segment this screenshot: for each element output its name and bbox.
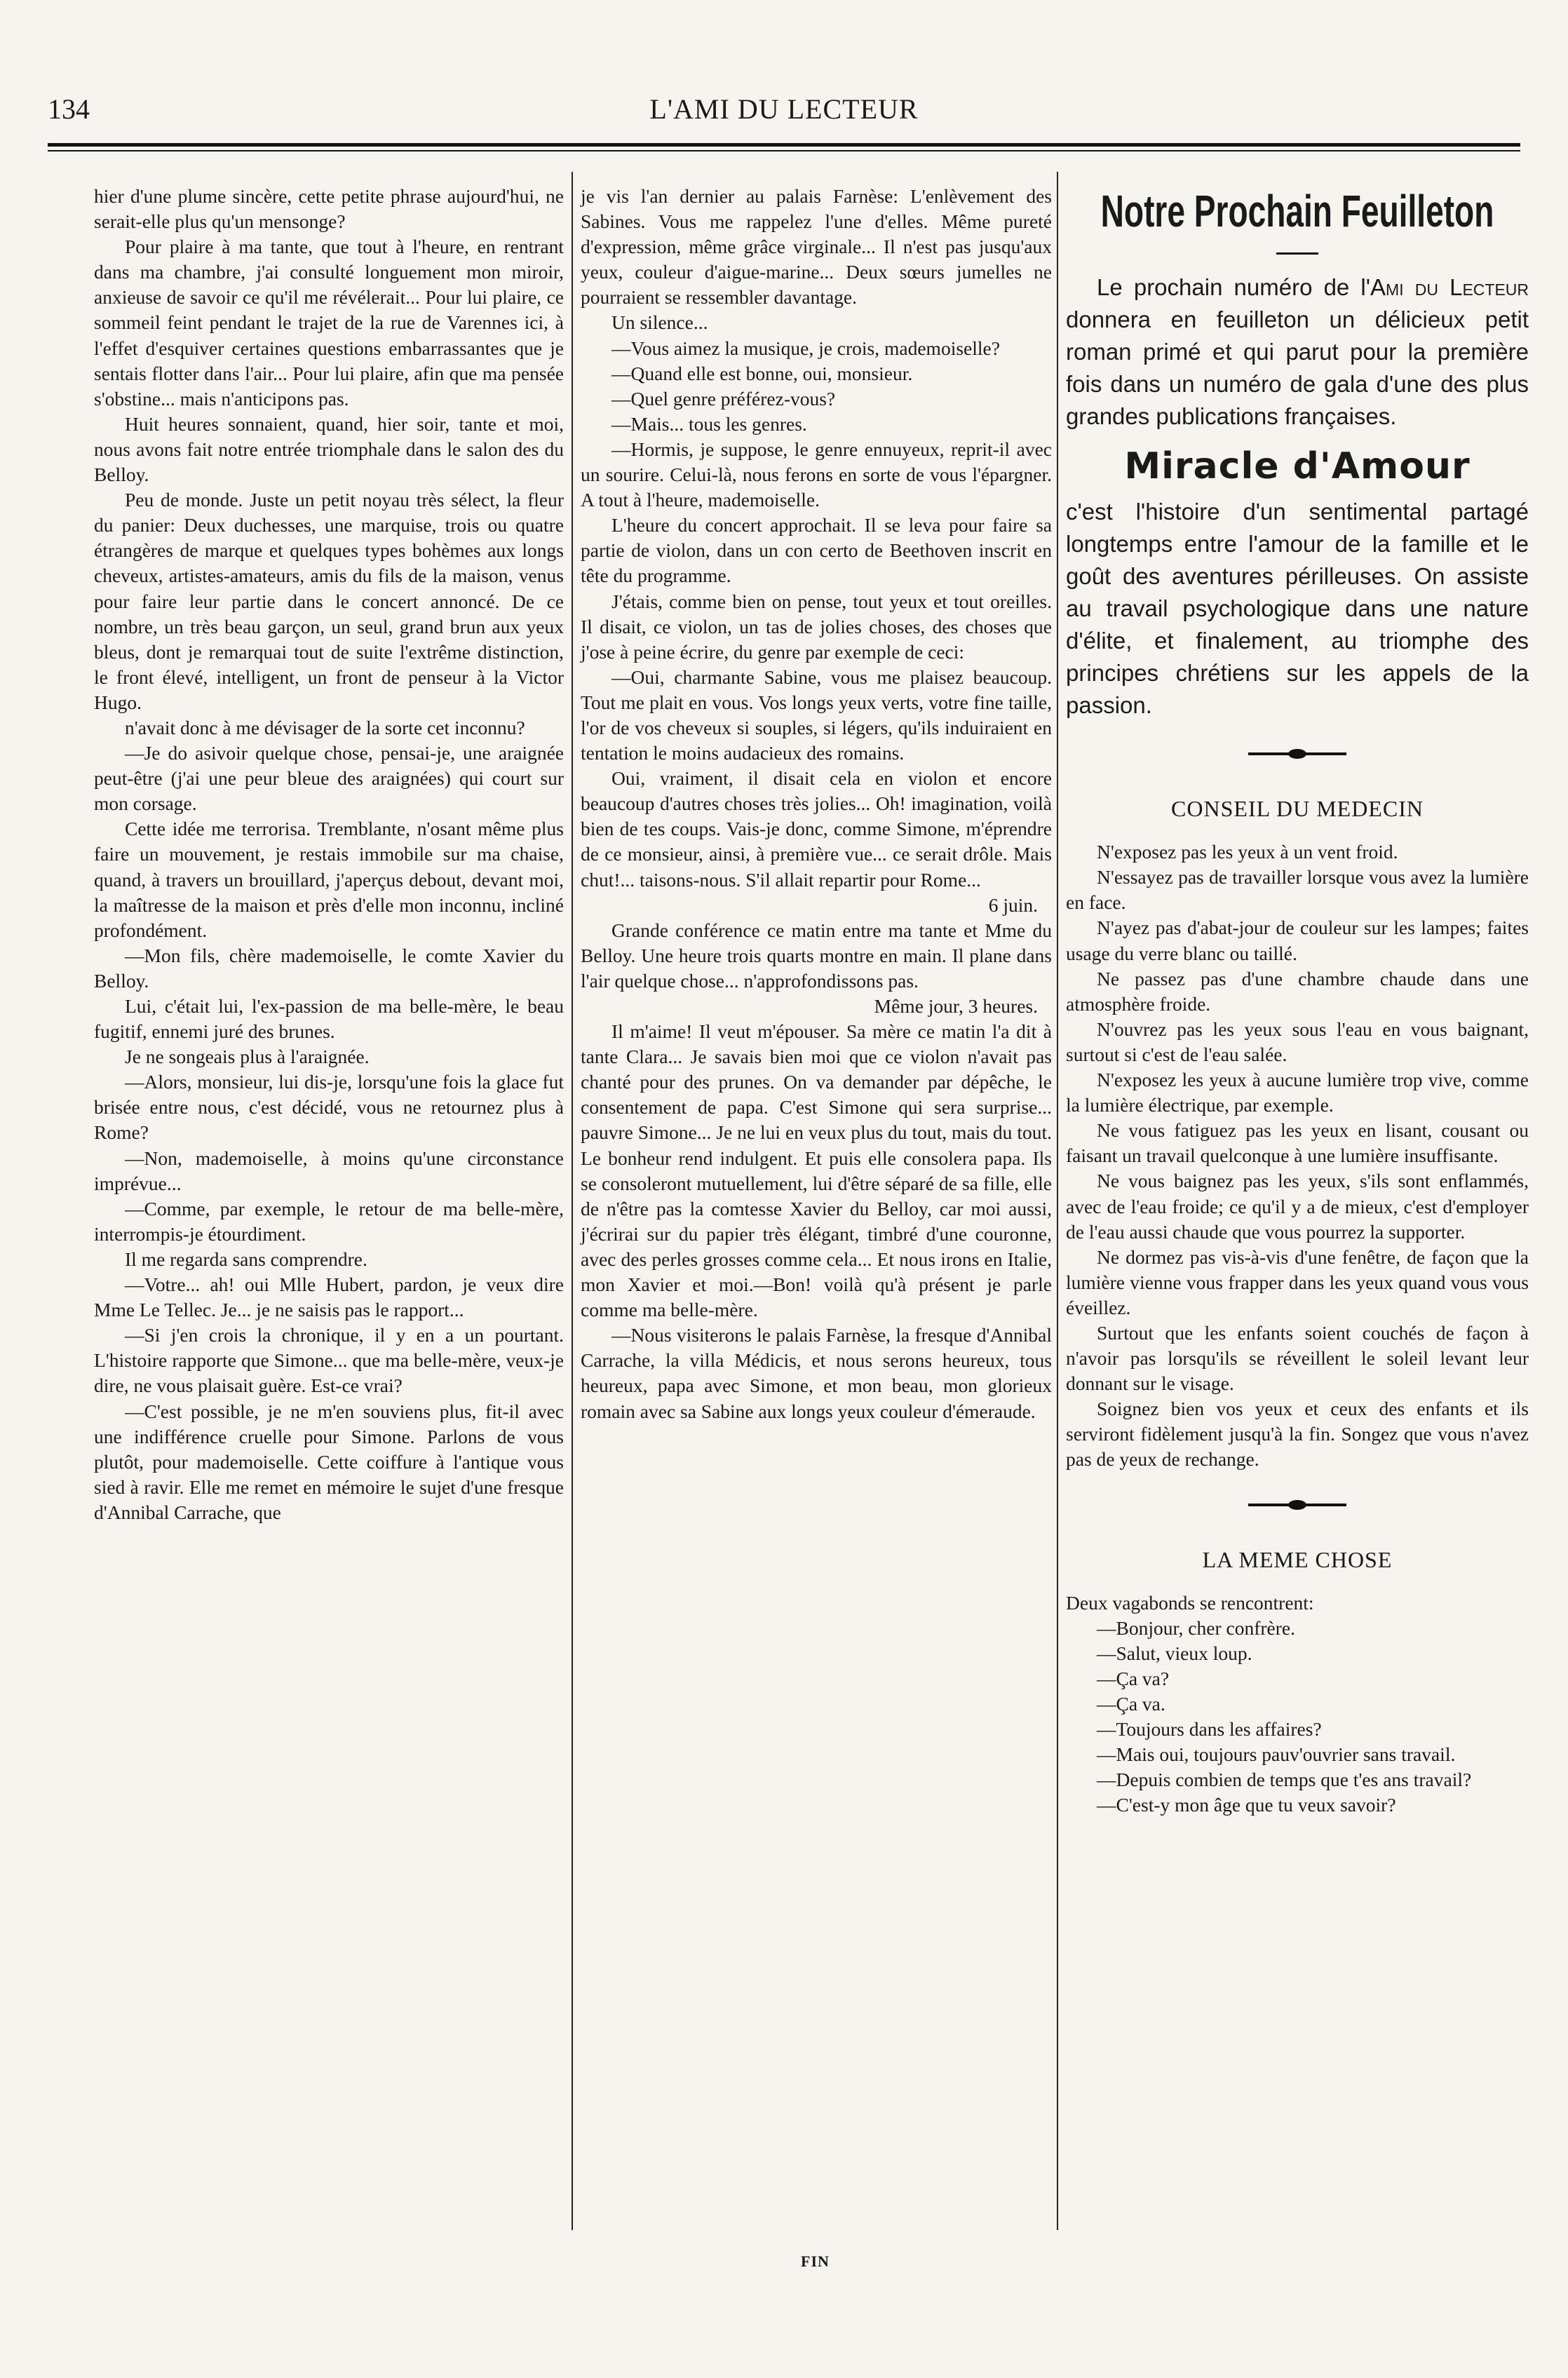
story-paragraph: —Mon fils, chère mademoiselle, le comte Xavier du Belloy. <box>94 944 564 992</box>
story-paragraph: —Vous aimez la musique, je crois, mademoiselle? <box>611 337 1000 359</box>
short-divider <box>1276 252 1318 255</box>
section-ornament <box>1248 752 1346 755</box>
story-end-mark: FIN <box>801 2252 830 2270</box>
page-number: 134 <box>48 93 90 125</box>
diary-date: 6 juin. <box>988 893 1038 916</box>
story-paragraph: Cette idée me terrorisa. Tremblante, n'osant même plus faire un mouvement, je restais immobile sur ma chaise, quand, à travers un brouillard, j'aperçus debout, devant moi, la maîtresse de la maison et près d'elle mon inconnu, incliné profondément. <box>94 818 564 941</box>
story-paragraph: J'étais, comme bien on pense, tout yeux et tout oreilles. Il disait, ce violon, un tas de jolies choses, des choses que j'ose à peine écrire, du genre par exemple de ceci: <box>581 590 1052 663</box>
story-paragraph: hier d'une plume sincère, cette petite phrase aujourd'hui, ne serait-elle plus qu'un mensonge? <box>94 185 564 233</box>
running-title: L'AMI DU LECTEUR <box>649 93 919 125</box>
feuilleton-heading: Notre Prochain Feuilleton <box>1100 186 1494 236</box>
column-divider-2 <box>1057 172 1058 2230</box>
advice-paragraph: N'exposez pas les yeux à un vent froid. <box>1097 841 1398 863</box>
story-column-2 <box>581 184 1052 2344</box>
journal-name: Ami du Lecteur <box>1370 274 1529 300</box>
advice-paragraph: N'essayez pas de travailler lorsque vous avez la lumière en face. <box>1066 866 1529 914</box>
story-paragraph: Pour plaire à ma tante, que tout à l'heure, en rentrant dans ma chambre, j'ai consulté longuement mon miroir, anxieuse de savoir ce qu'il me révélerait... Pour lui plaire, ce sommeil feint pendant le trajet de la rue de Varennes ici, à l'effet d'esquiver certaines questions embarrassantes que je sentais flotter dans l'air... Pour lui plaire, afin que ma pensée s'obstine... mais n'anticipons pas. <box>94 236 564 410</box>
meme-chose-heading: LA MEME CHOSE <box>1202 1546 1393 1572</box>
advice-paragraph: Ne vous fatiguez pas les yeux en lisant, cousant ou faisant un travail quelconque à une lumière insuffisante. <box>1066 1119 1529 1167</box>
column-divider-1 <box>572 172 573 2230</box>
conseil-heading: CONSEIL DU MEDECIN <box>1171 796 1424 822</box>
dialogue-line: —Bonjour, cher confrère. <box>1097 1616 1295 1639</box>
story-paragraph: —Quand elle est bonne, oui, monsieur. <box>611 362 913 384</box>
page-header <box>48 93 1520 135</box>
dialogue-line: —Ça va. <box>1097 1693 1165 1715</box>
header-rule-thick <box>48 143 1520 147</box>
dialogue-line: —Toujours dans les affaires? <box>1097 1718 1322 1741</box>
story-column-1 <box>94 184 564 2344</box>
dialogue-line: —Ça va? <box>1097 1667 1170 1689</box>
story-paragraph: Peu de monde. Juste un petit noyau très sélect, la fleur du panier: Deux duchesses, une marquise, trois ou quatre étrangères de marque et quelques types bohèmes aux longs cheveux, artistes-amateurs, amis du fils de la maison, venus pour faire leur partie dans le concert annoncé. De ce nombre, un très beau garçon, un seul, grand brun aux yeux bleus, dont je remarquai tout de suite l'extrême distinction, le front élevé, intelligent, un front de penseur à la Victor Hugo. <box>94 489 564 713</box>
diary-date: Même jour, 3 heures. <box>874 995 1038 1017</box>
story-paragraph: Je ne songeais plus à l'araignée. <box>125 1046 370 1068</box>
story-paragraph: je vis l'an dernier au palais Farnèse: L'enlèvement des Sabines. Vous me rappelez l'une d'elles. Même pureté d'expression, même grâce virginale... Il n'est pas jusqu'aux yeux, couleur d'aigue-marine... Deux sœurs jumelles ne pourraient se ressembler davantage. <box>581 185 1052 309</box>
story-paragraph: —Mais... tous les genres. <box>611 412 807 435</box>
story-paragraph: —Nous visiterons le palais Farnèse, la fresque d'Annibal Carrache, la villa Médicis, et nous serons heureux, tous heureux, papa avec Simone, et mon beau, mon glorieux romain avec sa Sabine aux longs yeux couleur d'émeraude. <box>581 1324 1052 1422</box>
story-paragraph: Oui, vraiment, il disait cela en violon et encore beaucoup d'autres choses très jolies... Oh! imagination, voilà bien de tes coups. Vais-je donc, comme Simone, m'éprendre de ce monsieur, ainsi, à première vue... ce serait drôle. Mais chut!... taisons-nous. S'il allait repartir pour Rome... <box>581 767 1052 891</box>
story-paragraph: Lui, c'était lui, l'ex-passion de ma belle-mère, le beau fugitif, ennemi juré des brunes. <box>94 995 564 1043</box>
header-rule-thin <box>48 150 1520 151</box>
story-paragraph: Grande conférence ce matin entre ma tante et Mme du Belloy. Une heure trois quarts montre en main. Il plane dans l'air quelque chose... n'approfondissons pas. <box>581 919 1052 992</box>
dialogue-line: Deux vagabonds se rencontrent: <box>1066 1591 1314 1614</box>
novel-title: Miracle d'Amour <box>1124 445 1471 487</box>
story-paragraph: Il me regarda sans comprendre. <box>125 1248 367 1270</box>
feuilleton-intro <box>1066 271 1529 433</box>
advice-paragraph: Soignez bien vos yeux et ceux des enfants et ils serviront fidèlement jusqu'à la fin. Songez que vous n'avez pas de yeux de rechange. <box>1066 1398 1529 1471</box>
story-paragraph: L'heure du concert approchait. Il se leva pour faire sa partie de violon, dans un con certo de Beethoven inscrit en tête du programme. <box>581 514 1052 587</box>
story-paragraph: —Quel genre préférez-vous? <box>611 387 836 410</box>
story-paragraph: —Votre... ah! oui Mlle Hubert, pardon, je veux dire Mme Le Tellec. Je... je ne saisis pas le rapport... <box>94 1274 564 1321</box>
sidebar-column <box>1066 184 1529 2344</box>
story-paragraph: —Alors, monsieur, lui dis-je, lorsqu'une fois la glace fut brisée entre nous, c'est décidé, vous ne retournez plus à Rome? <box>94 1071 564 1144</box>
dialogue-line: —C'est-y mon âge que tu veux savoir? <box>1097 1794 1396 1816</box>
story-paragraph: —Oui, charmante Sabine, vous me plaisez beaucoup. Tout me plait en vous. Vos longs yeux verts, votre fine taille, l'or de vos cheveux si souples, si légers, qu'ils induiraient en tentation le moins audacieux des romains. <box>581 666 1052 764</box>
story-paragraph: —Non, mademoiselle, à moins qu'une circonstance imprévue... <box>94 1147 564 1194</box>
dialogue-line: —Salut, vieux loup. <box>1097 1642 1252 1664</box>
advice-paragraph: N'exposez les yeux à aucune lumière trop vive, comme la lumière électrique, par exemple. <box>1066 1069 1529 1116</box>
advice-paragraph: N'ouvrez pas les yeux sous l'eau en vous baignant, surtout si c'est de l'eau salée. <box>1066 1018 1529 1065</box>
story-paragraph: Il m'aime! Il veut m'épouser. Sa mère ce matin l'a dit à tante Clara... Je savais bien moi que ce violon n'avait pas chanté pour des prunes. On va demander par dépêche, le consentement de papa. C'est Simone qui sera surprise... pauvre Simone... Je ne lui en veux plus du tout, mais du tout. Le bonheur rend indulgent. Et puis elle consolera papa. Ils se consoleront mutuellement, lui d'être séparé de sa fille, elle de n'être pas la comtesse Xavier du Belloy, car moi aussi, j'écrirai sur du papier très élégant, timbré d'une couronne, avec des perles grosses comme cela... Et nous irons en Italie, mon Xavier et moi.—Bon! voilà qu'à présent je parle comme ma belle-mère. <box>581 1020 1052 1321</box>
dialogue-line: —Mais oui, toujours pauv'ouvrier sans travail. <box>1097 1743 1456 1766</box>
story-paragraph: Huit heures sonnaient, quand, hier soir, tante et moi, nous avons fait notre entrée triomphale dans le salon des du Belloy. <box>94 412 564 486</box>
section-ornament <box>1248 1504 1346 1506</box>
story-paragraph: —Je do asivoir quelque chose, pensai-je, une araignée peut-être (j'ai une peur bleue des araignées) qui court sur mon corsage. <box>94 742 564 815</box>
novel-description-block <box>1066 496 1529 722</box>
story-paragraph: —Hormis, je suppose, le genre ennuyeux, reprit-il avec un sourire. Celui-là, nous ferons en sorte de vous l'épargner. A tout à l'heure, mademoiselle. <box>581 438 1052 511</box>
story-paragraph: —Comme, par exemple, le retour de ma belle-mère, interrompis-je étourdiment. <box>94 1197 564 1245</box>
story-paragraph: —C'est possible, je ne m'en souviens plus, fit-il avec une indifférence cruelle pour Simone. Parlons de vous plutôt, pour mademoiselle. Cette coiffure à l'antique vous sied à ravir. Elle me remet en mémoire le sujet d'une fresque d'Annibal Carrache, que <box>94 1400 564 1523</box>
feuilleton-intro-text: donnera en feuilleton un délicieux petit roman primé et qui parut pour la première fois dans un numéro de gala d'une des plus grandes publications françaises. <box>1066 306 1529 429</box>
novel-description: c'est l'histoire d'un sentimental partagé longtemps entre l'amour de la famille et le goût des aventures périlleuses. On assiste au travail psychologique dans une nature d'élite, et finalement, au triomphe des principes chrétiens sur les appels de la passion. <box>1066 499 1529 719</box>
advice-paragraph: Ne vous baignez pas les yeux, s'ils sont enflammés, avec de l'eau froide; ce qu'il y a de mieux, c'est d'employer de l'eau aussi chaude que vous pourrez la supporter. <box>1066 1170 1529 1243</box>
story-paragraph: n'avait donc à me dévisager de la sorte cet inconnu? <box>125 716 525 738</box>
story-paragraph: Un silence... <box>611 311 708 334</box>
story-paragraph: —Si j'en crois la chronique, il y en a un pourtant. L'histoire rapporte que Simone... que ma belle-mère, veux-je dire, ne vous plaisait guère. Est-ce vrai? <box>94 1324 564 1397</box>
dialogue-line: —Depuis combien de temps que t'es ans travail? <box>1097 1769 1472 1791</box>
advice-paragraph: N'ayez pas d'abat-jour de couleur sur les lampes; faites usage du verre blanc ou taillé. <box>1066 917 1529 964</box>
advice-paragraph: Ne dormez pas vis-à-vis d'une fenêtre, de façon que la lumière vienne vous frapper dans les yeux quand vous vous éveillez. <box>1066 1245 1529 1318</box>
advice-paragraph: Surtout que les enfants soient couchés de façon à n'avoir pas lorsqu'ils se réveillent le soleil levant leur donnant sur le visage. <box>1066 1321 1529 1395</box>
advice-paragraph: Ne passez pas d'une chambre chaude dans une atmosphère froide. <box>1066 967 1529 1015</box>
feuilleton-intro-text: Le prochain numéro de l' <box>1097 274 1371 300</box>
